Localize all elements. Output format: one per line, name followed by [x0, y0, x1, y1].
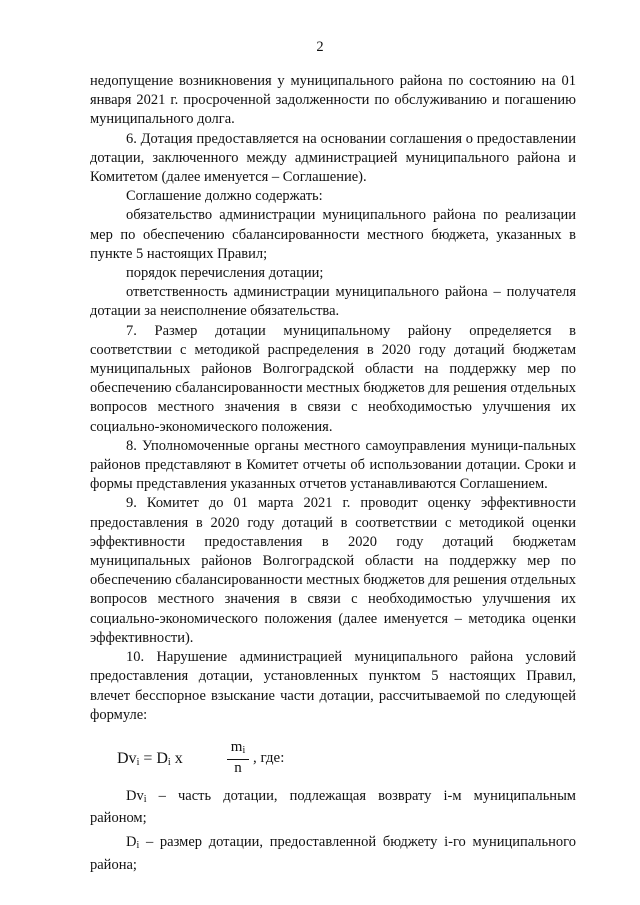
formula-mid-subscript: i [167, 756, 171, 768]
page-number: 2 [316, 39, 324, 55]
formula-lhs-subscript: i [136, 756, 140, 768]
formula-lhs-symbol: Dv [117, 749, 137, 767]
definition-text: – размер дотации, предоставленной бюджету i-го муниципального района; [90, 834, 576, 873]
formula-numerator [227, 740, 249, 760]
formula-fraction [227, 740, 249, 776]
paragraph: 10. Нарушение администрацией муниципального района условий предоставления дотации, установленных пунктом 5 настоящих Правил, влечет бесспорное взыскание части дотации, рассчитываемой по следующей формуле: [90, 649, 576, 723]
formula-numerator-symbol: m [230, 738, 243, 755]
definition-subscript: i [136, 840, 140, 852]
formula [117, 740, 576, 776]
definition-symbol: D [126, 834, 137, 851]
paragraph: 8. Уполномоченные органы местного самоуправления муници-пальных районов представляют в Комитет отчеты об использовании дотации. Сроки и формы представления указанных отчетов устанавливаются Соглашением. [90, 437, 576, 493]
formula-left-side [117, 749, 183, 772]
definition-text: – часть дотации, подлежащая возврату i-м муниципальным районом; [90, 787, 576, 827]
paragraph: 7. Размер дотации муниципальному району определяется в соответствии с методикой распределения в 2020 году дотаций бюджетам муниципальных районов Волгоградской области на поддержку мер по обеспечению сбалансированности местных бюджетов для решения отдельных вопросов местного значения в связи с необходимостью улучшения их социально-экономического положения. [90, 322, 576, 435]
formula-equals: = D [139, 749, 168, 767]
paragraph: обязательство администрации муниципального района по реализации мер по обеспечению сбалансированности местного бюджета, указанных в пункте 5 настоящих Правил; [90, 207, 576, 262]
formula-times: x [170, 749, 183, 767]
paragraph: порядок перечисления дотации; [126, 265, 324, 282]
paragraph: ответственность администрации муниципального района – получателя дотации за неисполнение обязательства. [90, 284, 576, 320]
paragraph: 6. Дотация предоставляется на основании соглашения о предоставлении дотации, заключенного между администрацией муниципального района и Комитетом (далее именуется – Соглашение). [90, 130, 576, 186]
definition-symbol: Dv [126, 787, 144, 804]
formula-denominator: n [234, 759, 242, 776]
paragraph: 9. Комитет до 01 марта 2021 г. проводит оценку эффективности предоставления в 2020 году дотаций в соответствии с методикой оценки эффективности предоставления в 2020 году дотаций бюджетам муниципальных районов Волгоградской области на поддержку мер по обеспечению сбалансированности местных бюджетов для решения отдельных вопросов местного значения в связи с необходимостью улучшения их социально-экономического положения (далее именуется – методика оценки эффективности). [90, 495, 576, 646]
definition-subscript: i [143, 793, 147, 805]
definition-item [90, 787, 576, 828]
paragraph: недопущение возникновения у муниципального района по состоянию на 01 января 2021 г. просроченной задолженности по обслуживанию и погашению муниципального долга. [90, 73, 576, 128]
document-body [90, 72, 576, 875]
formula-suffix: , где: [253, 749, 285, 766]
paragraph: Соглашение должно содержать: [126, 188, 323, 205]
formula-numerator-subscript: i [242, 744, 246, 756]
definition-item [90, 833, 576, 874]
